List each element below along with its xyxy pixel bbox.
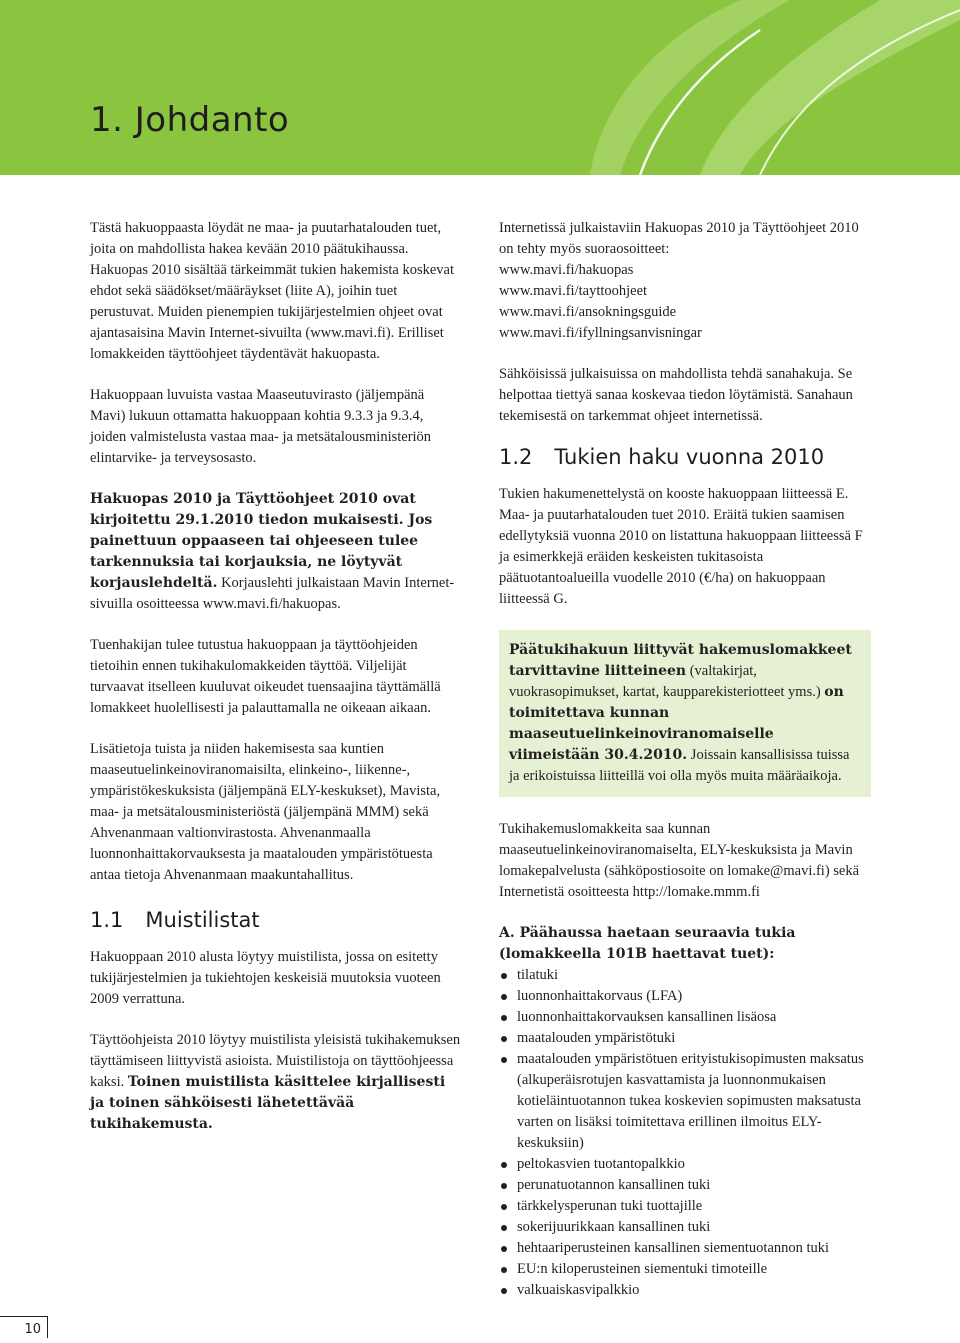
chapter-header [0, 0, 960, 175]
page-number: 10 [0, 1316, 48, 1338]
corrections-bold: Hakuopas 2010 ja Täyttöohjeet 2010 ovat kirjoitettu 29.1.2010 tiedon mukaisesti. Jos painettuun oppaaseen tai ohjeeseen tulee tarkennuksia tai korjauksia, ne löytyvät korjauslehdeltä. [90, 491, 433, 591]
section-number: 1.2 [499, 445, 533, 469]
section-title: Muistilistat [145, 908, 260, 932]
direct-links-intro: Internetissä julkaistaviin Hakuopas 2010 ja Täyttöohjeet 2010 on tehty myös suoraosoitteet: [499, 220, 859, 257]
intro-paragraph: Tästä hakuoppaasta löydät ne maa- ja puutarhatalouden tuet, joita on mahdollista hakea kevään 2010 päätukihaussa. Hakuopas 2010 sisältää tärkeimmät tukien hakemista koskevat ehdot sekä säädökset/määräykset (liite A), joihin tuet perustuvat. Muiden pienempien tukijärjestelmien ohjeet ovat ajantasaisina Mavin Internet-sivuilta (www.mavi.fi). Erilliset lomakkeiden täyttöohjeet täydentävät hakuopasta. [90, 220, 455, 362]
page-title: 1. Johdanto [90, 100, 290, 140]
link-hakuopas[interactable]: www.mavi.fi/hakuopas [499, 262, 634, 278]
procedure-paragraph: Tukien hakumenettelystä on kooste hakuoppaan liitteessä E. Maa- ja puutarhatalouden tuet 2010. Eräitä tukien saamisen edellytyksiä vuonna 2010 on listattuna hakuoppaan liitteessä F ja esimerkkejä eräiden keskeisten tukitasoista päätuotantoalueilla vuodelle 2010 (€/ha) on hakuoppaan liitteessä G. [499, 486, 863, 607]
leaf-decoration-icon [0, 0, 960, 175]
section-title: Tukien haku vuonna 2010 [554, 445, 825, 469]
list-item: luonnonhaittakorvauksen kansallinen lisäosa [499, 1007, 871, 1028]
applicant-paragraph: Tuenhakijan tulee tutustua hakuoppaan ja täyttöohjeiden tietoihin ennen tukihakulomakkeiden täyttöä. Viljelijät turvaavat itselleen kuuluvat oikeudet tuensaajina täyttämällä lomakkeet huolellisesti ja palauttamalla ne oikeaan aikaan. [90, 637, 441, 716]
list-item: perunatuotannon kansallinen tuki [499, 1175, 871, 1196]
list-item: valkuaiskasvipalkkio [499, 1280, 871, 1301]
list-item: tilatuki [499, 965, 871, 986]
list-a-heading: A. Päähaussa haetaan seuraavia tukia (lomakkeella 101B haettavat tuet): [499, 925, 796, 962]
list-item: peltokasvien tuotantopalkkio [499, 1154, 871, 1175]
support-list [499, 965, 871, 1301]
forms-paragraph: Tukihakemuslomakkeita saa kunnan maaseutuelinkeinoviranomaiselta, ELY-keskuksista ja Mavin lomakepalvelusta (sähköpostiosoite on lomake@mavi.fi) sekä Internetistä osoitteesta http://lomake.mmm.fi [499, 821, 860, 900]
box-text-1: (valtakirjat, vuokrasopimukset, kartat, kaupparekisteriotteet yms.) [509, 663, 825, 700]
list-item: maatalouden ympäristötuen erityistukisopimusten maksatus (alkuperäisrotujen kasvattamista ja luonnonmukaisen kotieläintuotannon tukea koskevien sopimusten maksatusta varten on lisäksi toimitettava erillinen ilmoitus ELY-keskuksiin) [499, 1049, 871, 1154]
responsibility-paragraph: Hakuoppaan luvuista vastaa Maaseutuvirasto (jäljempänä Mavi) lukuun ottamatta hakuoppaan kohtia 9.3.3 ja 9.3.4, joiden valmistelusta vastaa maa- ja metsätalousministeriön elintarvike- ja terveysosasto. [90, 387, 432, 466]
checklist-paragraph: Hakuoppaan 2010 alusta löytyy muistilista, jossa on esitetty tukijärjestelmien ja tukiehtojen keskeisiä muutoksia vuoteen 2009 verrattuna. [90, 949, 441, 1007]
search-paragraph: Sähköisissä julkaisuissa on mahdollista tehdä sanahakuja. Se helpottaa tiettyä sanaa koskevaa tiedon löytämistä. Sanahaun tekemisestä on tarkemmat ohjeet internetissä. [499, 366, 853, 424]
link-ansokningsguide[interactable]: www.mavi.fi/ansokningsguide [499, 304, 677, 320]
info-paragraph: Lisätietoja tuista ja niiden hakemisesta saa kuntien maaseutuelinkeinoviranomaisilta, elinkeino-, liikenne-, ympäristökeskuksista (jäljempänä ELY-keskukset), Mavista, maa- ja metsätalousministeriöstä (jäljempänä MMM) sekä Ahvenanmaan valtionvirastosta. Ahvenanmaalla luonnonhaittakorvauksesta ja maatalouden ympäristötuesta antaa tietoja Ahvenanmaan maakuntahallitus. [90, 741, 441, 883]
direct-links-list [499, 260, 871, 344]
link-ifyllningsanvisningar[interactable]: www.mavi.fi/ifyllningsanvisningar [499, 325, 702, 341]
list-item: luonnonhaittakorvaus (LFA) [499, 986, 871, 1007]
section-heading-1-1 [90, 910, 462, 931]
corrections-rest: Korjauslehti julkaistaan Mavin Internet-sivuilla osoitteessa www.mavi.fi/hakuopas. [90, 575, 455, 612]
list-item: EU:n kiloperusteinen siementuki timoteille [499, 1259, 871, 1280]
corrections-paragraph [90, 489, 462, 615]
box-bold-2: on toimitettava kunnan maaseutuelinkeinoviranomaiselle viimeistään 30.4.2010. [509, 684, 844, 763]
section-number: 1.1 [90, 908, 124, 932]
list-item: tärkkelysperunan tuki tuottajille [499, 1196, 871, 1217]
checklist-fill-text: Täyttöohjeista 2010 löytyy muistilista yleisistä tukihakemuksen täyttämiseen liittyvistä asioista. Muistilistoja on täyttöohjeessa kaksi. [90, 1032, 461, 1090]
link-tayttoohjeet[interactable]: www.mavi.fi/tayttoohjeet [499, 283, 648, 299]
section-heading-1-2 [499, 447, 871, 468]
list-item: hehtaariperusteinen kansallinen siementuotannon tuki [499, 1238, 871, 1259]
box-text-2: Joissain kansallisissa tuissa ja erikoistuissa liitteillä voi olla myös muita määräaikoja. [509, 747, 850, 784]
list-item: maatalouden ympäristötuki [499, 1028, 871, 1049]
box-bold-1: Päätukihakuun liittyvät hakemuslomakkeet tarvittavine liitteineen [509, 642, 852, 679]
right-column [499, 218, 871, 1301]
checklist-fill-bold: Toinen muistilista käsittelee kirjallisesti ja toinen sähköisesti lähetettävää tukihakemusta. [90, 1074, 446, 1132]
list-item: sokerijuurikkaan kansallinen tuki [499, 1217, 871, 1238]
deadline-highlight-box [499, 630, 871, 797]
checklist-fill-paragraph [90, 1030, 462, 1135]
left-column [90, 218, 462, 1155]
